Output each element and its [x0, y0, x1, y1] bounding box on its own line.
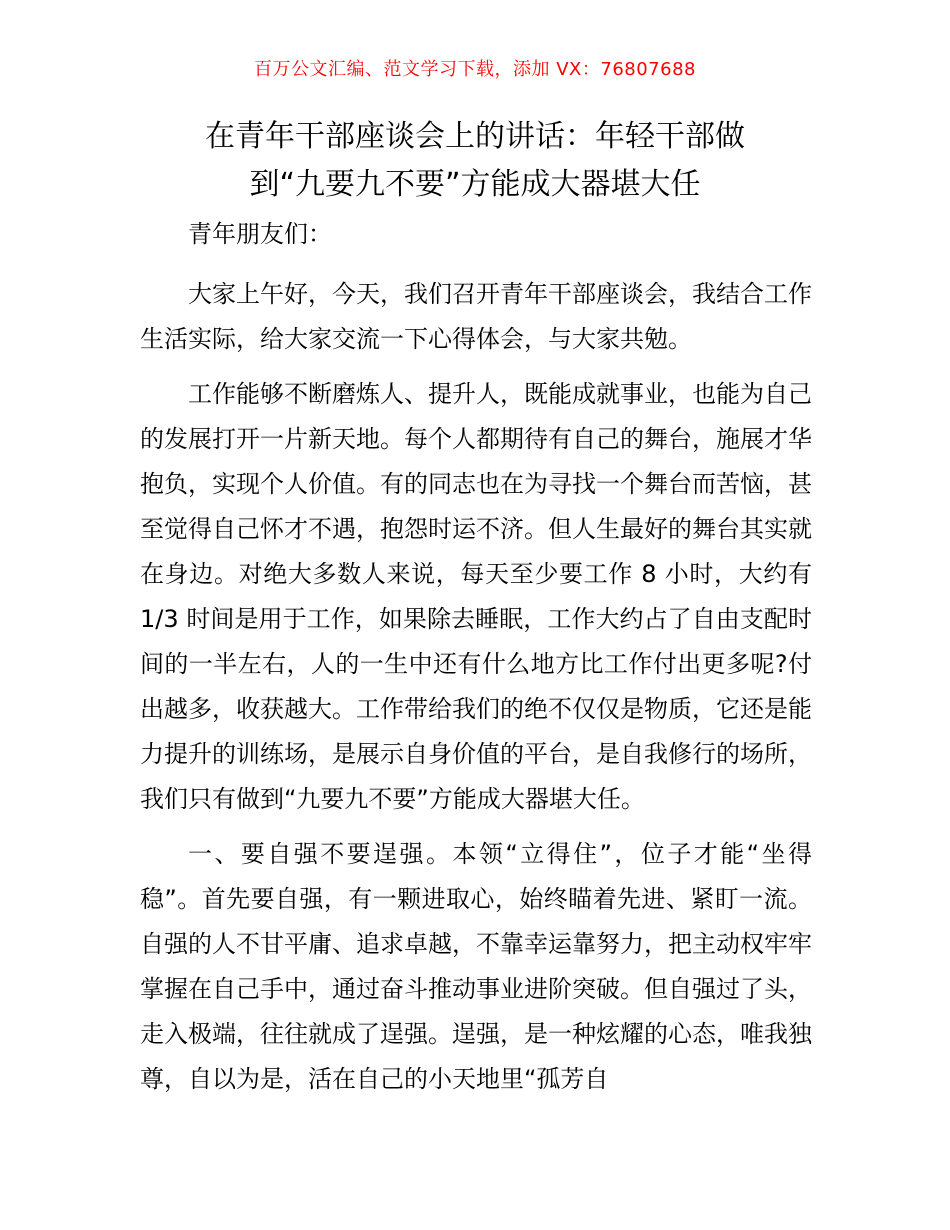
document-body: [140, 212, 812, 1112]
document-title-line-1: 在青年干部座谈会上的讲话：年轻干部做: [205, 119, 745, 154]
paragraph-work-stage: 工作能够不断磨炼人、提升人，既能成就事业，也能为自己的发展打开一片新天地。每个人都期待有自己的舞台，施展才华抱负，实现个人价值。有的同志也在为寻找一个舞台而苦恼，甚至觉得自己怀才不遇，抱怨时运不济。但人生最好的舞台其实就在身边。对绝大多数人来说，每天至少要工作 8 小时，大约有 1/3 时间是用于工作，如果除去睡眠，工作大约占了自由支配时间的一半左右，人的一生中还有什么地方比工作付出更多呢?付出越多，收获越大。工作带给我们的绝不仅仅是物质，它还是能力提升的训练场，是展示自身价值的平台，是自我修行的场所，我们只有做到“九要九不要”方能成大器堪大任。: [140, 380, 812, 813]
document-title: [130, 113, 820, 209]
salutation: 青年朋友们：: [188, 220, 332, 248]
paragraph-opening: 大家上午好，今天，我们召开青年干部座谈会，我结合工作生活实际，给大家交流一下心得体会，与大家共勉。: [140, 280, 812, 353]
paragraph-point-one: 一、要自强不要逞强。本领“立得住”，位子才能“坐得稳”。首先要自强，有一颗进取心，始终瞄着先进、紧盯一流。自强的人不甘平庸、追求卓越，不靠幸运靠努力，把主动权牢牢掌握在自己手中，通过奋斗推动事业进阶突破。但自强过了头，走入极端，往往就成了逞强。逞强，是一种炫耀的心态，唯我独尊，自以为是，活在自己的小天地里“孤芳自: [140, 840, 812, 1093]
document-title-line-2: 到“九要九不要”方能成大器堪大任: [249, 167, 701, 202]
header-banner: 百万公文汇编、范文学习下载，添加 VX：76807688: [254, 59, 696, 80]
